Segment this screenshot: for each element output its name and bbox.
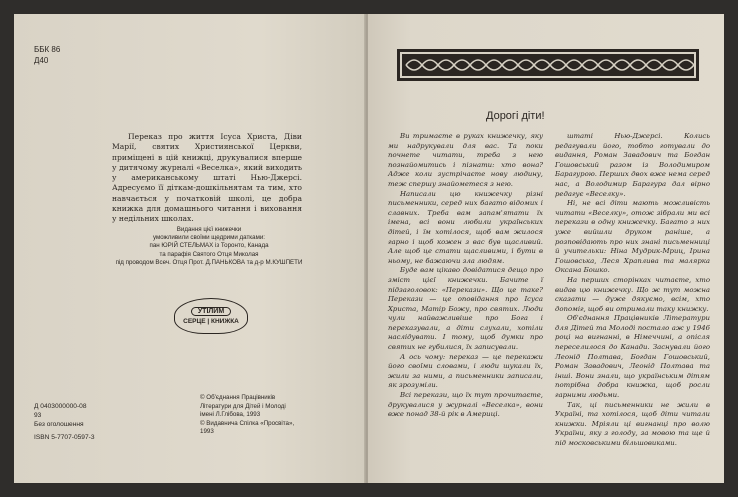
paragraph: Всі перекази, що їх тут прочитаєте, друкувалися у журналі «Веселка», вони вже понад 38-й рік в Америці. — [388, 391, 543, 419]
credits-line: уможливили своїми щедрими датками: — [152, 234, 265, 242]
copyright-line: © Об'єднання Працівників — [200, 394, 276, 401]
credits-line: під проводом Всеч. Отця Прот. Д.ПАНЬКОВА та д-р М.КУШПЕТИ — [115, 258, 303, 266]
paragraph: Написали цю книжечку різні письменники, серед них багато відомих і славних. Треба вам запам'ятати їх імена, всі вони любили українських дітей, і їм хотілося, щоб вам жилося гарно і щоб кожен з вас був щасливий. Але щоб це стати щасливими, і бути в ньому, не бажаючи зла людям. — [388, 189, 543, 265]
biblio-line: Д 0403000000-08 — [34, 403, 87, 410]
sponsor-credits — [109, 226, 309, 267]
isbn: ISBN 5-7707-0597-3 — [34, 434, 95, 441]
biblio-line: Без оголошення — [34, 421, 84, 428]
bbk-label: ББК 86 — [34, 45, 61, 54]
bbk-code — [34, 44, 60, 66]
paragraph: Так, ці письменники не жили в Україні, та хотілося, щоб діти читали книжки. Мріяли ці вигнанці про волю України, яку з голоду, за мовою та ще й під московськими більшовиками. — [555, 400, 710, 447]
left-page — [14, 14, 366, 483]
column-left — [388, 132, 543, 449]
bbk-index: Д40 — [34, 56, 49, 65]
paragraph: Ні, не всі діти мають можливість читати «Веселку», отож зібрали ми всі перекази в одну книжечку. Багато з них уже вийшли друком раніше, а розповідають про них знані письменниці й учительки: Ніна Мудрик-Мриц, Ірина Гошовська, Леся Храплива та малярка Оксана Бошко. — [555, 199, 710, 275]
intro-paragraph: Переказ про життя Ісуса Христа, Діви Марії, святих Християнської Церкви, приміщені в цій книжці, друкувалися вперше у дитячому журналі «Веселка», який виходить у американському штаті Нью-Джерсі. Адресуємо її діткам-дошкільнятам та тим, хто навчається у початковій школі, це добра книжка для домашнього читання і виховання у недільних школах. — [112, 132, 302, 224]
copyright-line: © Видавнича Спілка «Просвіта», — [200, 419, 295, 427]
credits-line: пан ЮРІЙ СТЕЛЬМАХ із Торонто, Канада — [149, 242, 269, 250]
paragraph: Об'єднання Працівників Літератури для Дітей та Молоді постало аж у 1946 році на вигнанні, в Німеччині, а опісля переселилося до Канади. Заснували його Леонід Полтава, Богдан Гошовський, Роман Завадович, Леонід Полтава та інші. Вони знали, що українським дітям потрібна добра книжка, щоб росли гарними людьми. — [555, 314, 710, 400]
paragraph: Буде вам цікаво довідатися дещо про зміст цієї книжечки. Бачите ї підзаголовок: «Перекази». Що це таке? Перекази — це оповідання про Ісуса Христа, Матір Божу, про святих. Люди чули найважливіше про Бога і переказували, а діти слухали, хотіли наслідувати. І тому, щоб думки про святих не губилися, їх записували. — [388, 266, 543, 352]
copyright-block — [200, 394, 350, 437]
copyright-line: 1993 — [200, 428, 214, 436]
paragraph: штаті Нью-Джерсі. Колись редагували його, тобто готували до видання, Роман Завадович та Богдан Гошовський разом із Володимиром Барагурою. Перших двох вже нема серед нас, а Володимир Барагура дал вірно редагує «Веселку». — [555, 132, 710, 198]
copyright-line: Літератури для Дітей і Молоді — [200, 402, 286, 410]
publisher-logo — [174, 298, 248, 334]
page-heading: Дорогі діти! — [486, 110, 545, 122]
paragraph: На перших сторінках читаєте, хто видав цю книжечку. Що ж тут можна сказати — дуже дякуємо, всім, хто допоміг, щоб ви отримали таку книжку. — [555, 275, 710, 313]
credits-line: Видання цієї книжечки — [176, 226, 242, 233]
biblio-line: 93 — [34, 412, 42, 419]
credits-line: та парафія Святого Отця Миколая — [159, 250, 259, 258]
copyright-line: імені Л.Глібова, 1993 — [200, 411, 261, 419]
article-columns — [388, 132, 710, 449]
ornament-border — [396, 48, 700, 82]
paragraph: А ось чому: переказ — це перекажи його своїми словами, і люди шукали їх, жили за ними, а письменники записали, як зрозуміли. — [388, 352, 543, 390]
column-right — [555, 132, 710, 449]
logo-bottom-text: СЕРЦЕ | КНИЖКА — [183, 318, 239, 325]
paragraph: Ви тримаєте в руках книжечку, яку ми надрукували для вас. Та поки почнете читати, треба з нею познайомитись і пізнати: хто вона? Адже коли зустрічаєте нову людину, теж спершу знайометеся з нею. — [388, 132, 543, 188]
logo-top-text: УТІЛИМ — [191, 307, 231, 316]
right-page — [368, 14, 724, 483]
bibliographic-code — [34, 402, 154, 429]
